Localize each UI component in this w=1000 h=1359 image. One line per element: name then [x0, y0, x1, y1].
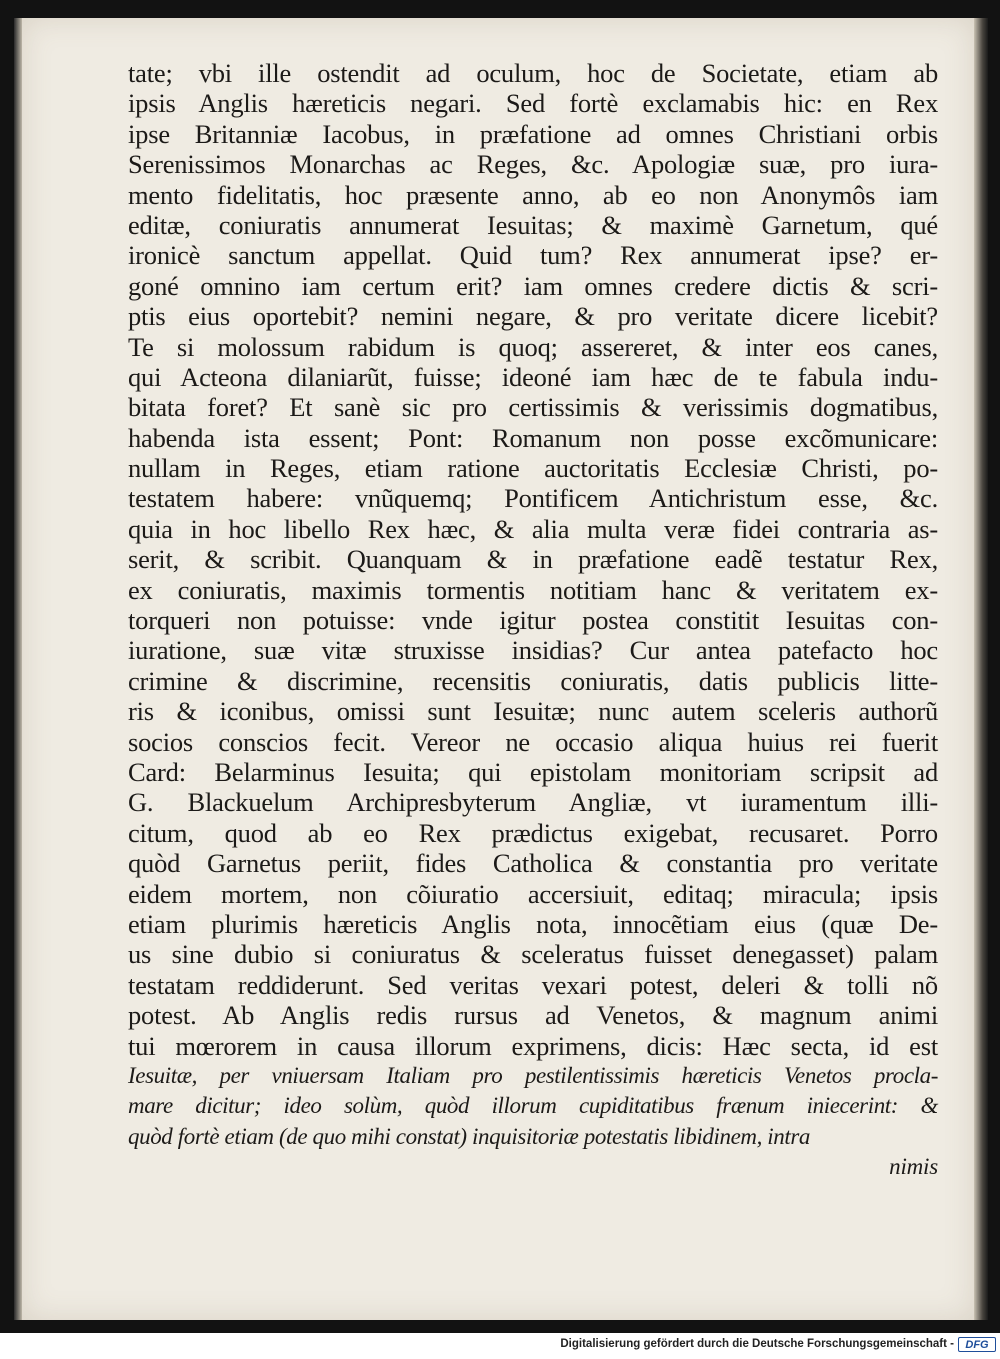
text-line: qui Acteona dilaniarũt, fuisse; ideoné iam hæc de te fabula indu-: [128, 361, 938, 392]
text-line: serit, & scribit. Quanquam & in præfatione eadẽ testatur Rex,: [128, 544, 938, 575]
text-line: Card: Belarminus Iesuita; qui epistolam monitoriam scripsit ad: [128, 756, 938, 787]
text-line: tate; vbi ille ostendit ad oculum, hoc de Societate, etiam ab: [128, 58, 938, 88]
page-edge-left: [14, 18, 22, 1320]
text-line: torqueri non potuisse: vnde igitur postea constitit Iesuitas con-: [128, 605, 938, 636]
catchword: nimis: [889, 1154, 938, 1180]
text-line: potest. Ab Anglis redis rursus ad Venetos, & magnum animi: [128, 1000, 938, 1031]
text-line: testatem habere: vnũquemq; Pontificem Antichristum esse, &c.: [128, 483, 938, 514]
text-line: us sine dubio si coniuratus & sceleratus fuisset denegasset) palam: [128, 939, 938, 970]
text-line: quòd fortè etiam (de quo mihi constat) inquisitoriæ potestatis libidinem, intra: [128, 1123, 811, 1149]
page-edge-right: [974, 18, 988, 1320]
text-line: quia in hoc libello Rex hæc, & alia multa veræ fidei contraria as-: [128, 513, 938, 544]
text-line: etiam plurimis hæreticis Anglis nota, innocẽtiam eius (quæ De-: [128, 908, 938, 939]
text-line: iuratione, suæ vitæ struxisse insidias? Cur antea patefacto hoc: [128, 635, 938, 666]
text-line: mare dicitur; ideo solùm, quòd illorum cupiditatibus frænum iniecerint: &: [128, 1093, 938, 1119]
text-line: tui mœrorem in causa illorum exprimens, dicis: Hæc secta, id est: [128, 1030, 938, 1061]
text-line: ptis eius oportebit? nemini negare, & pro veritate dicere licebit?: [128, 301, 938, 332]
text-line: Iesuitæ, per vniuersam Italiam pro pestilentissimis hæreticis Venetos procla-: [128, 1062, 938, 1088]
text-line: editæ, coniuratis annumerat Iesuitas; & maximè Garnetum, qué: [128, 209, 938, 240]
text-line: ipse Britanniæ Iacobus, in præfatione ad omnes Christiani orbis: [128, 118, 938, 149]
text-line: goné omnino iam certum erit? iam omnes credere dictis & scri-: [128, 270, 938, 301]
text-line: socios conscios fecit. Vereor ne occasio aliqua huius rei fuerit: [128, 726, 938, 757]
text-line: quòd Garnetus periit, fides Catholica & constantia pro veritate: [128, 848, 938, 879]
text-line: eidem mortem, non cõiuratio accersiuit, editaq; miracula; ipsis: [128, 878, 938, 909]
text-line: bitata foret? Et sanè sic pro certissimis & verissimis dogmatibus,: [128, 392, 938, 423]
text-line: mento fidelitatis, hoc præsente anno, ab eo non Anonymôs iam: [128, 179, 938, 210]
page-text: [128, 58, 938, 1182]
text-line: ex coniuratis, maximis tormentis notitiam hanc & veritatem ex-: [128, 574, 938, 605]
text-line: Te si molossum rabidum is quoq; assereret, & inter eos canes,: [128, 331, 938, 362]
dfg-logo: DFG: [958, 1337, 996, 1352]
text-line: ris & iconibus, omissi sunt Iesuitæ; nunc autem sceleris authorũ: [128, 696, 938, 727]
text-line: ipsis Anglis hæreticis negari. Sed fortè exclamabis hic: en Rex: [128, 88, 938, 119]
text-line: G. Blackuelum Archipresbyterum Angliæ, vt iuramentum illi-: [128, 787, 938, 818]
text-line: nullam in Reges, etiam ratione auctoritatis Ecclesiæ Christi, po-: [128, 453, 938, 484]
footer-bar: [0, 1333, 1000, 1359]
text-line: testatam reddiderunt. Sed veritas vexari potest, deleri & tolli nõ: [128, 969, 938, 1000]
text-line: ironicè sanctum appellat. Quid tum? Rex annumerat ipse? er-: [128, 240, 938, 271]
text-line: citum, quod ab eo Rex prædictus exigebat, recusaret. Porro: [128, 817, 938, 848]
text-line: habenda ista essent; Pont: Romanum non posse excõmunicare:: [128, 422, 938, 453]
text-line: crimine & discrimine, recensitis coniuratis, datis publicis litte-: [128, 665, 938, 696]
funding-notice: Digitalisierung gefördert durch die Deutsche Forschungsgemeinschaft -: [560, 1338, 954, 1350]
text-line: Serenissimos Monarchas ac Reges, &c. Apologiæ suæ, pro iura-: [128, 149, 938, 180]
